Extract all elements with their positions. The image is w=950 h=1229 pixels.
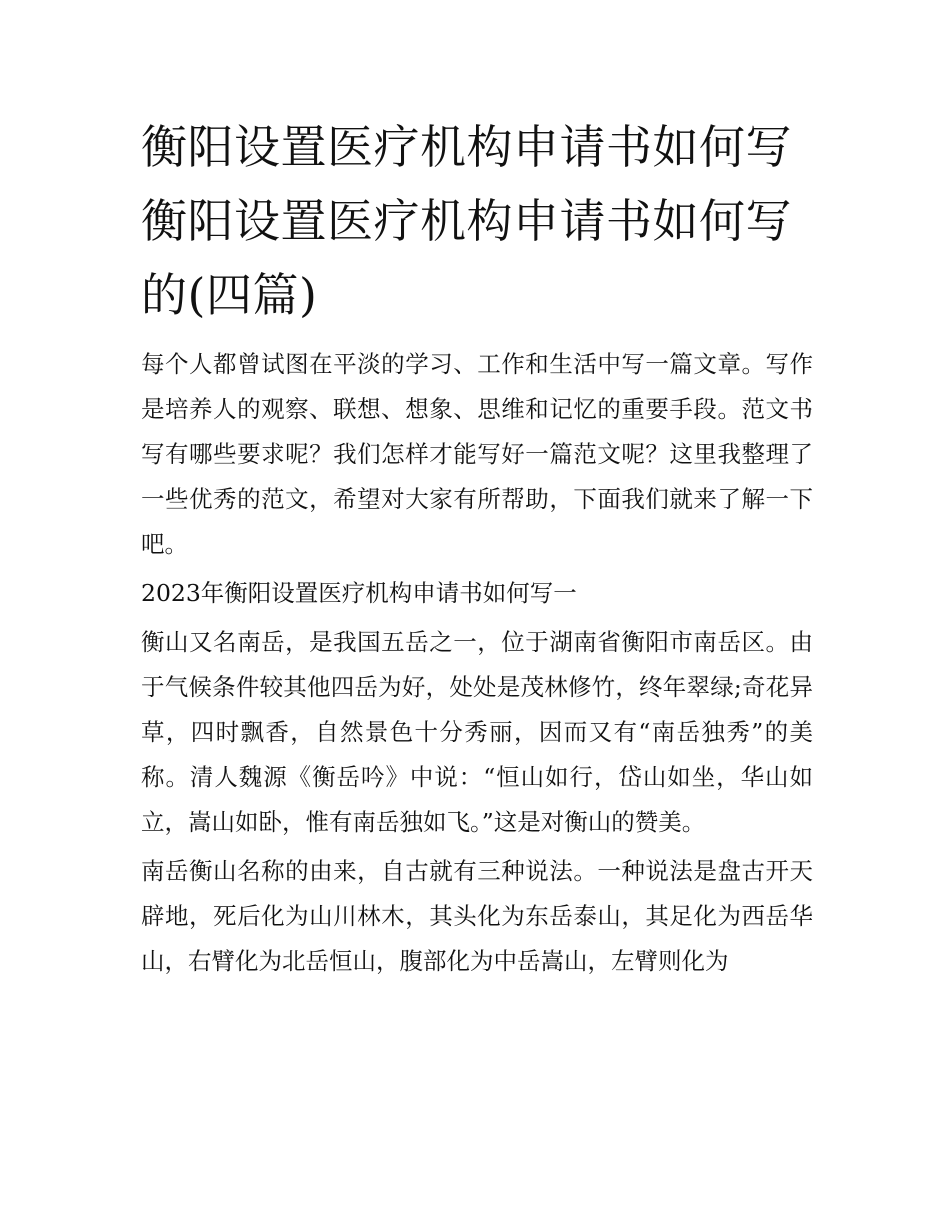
body-paragraph-1: 衡山又名南岳，是我国五岳之一，位于湖南省衡阳市南岳区。由于气候条件较其他四岳为好，处处是茂林修竹，终年翠绿;奇花异草，四时飘香，自然景色十分秀丽，因而又有“南岳独秀”的美称。清人魏源《衡岳吟》中说：“恒山如行，岱山如坐，华山如立，嵩山如卧，惟有南岳独如飞。”这是对衡山的赞美。 xyxy=(141,628,813,836)
document-title: 衡阳设置医疗机构申请书如何写 衡阳设置医疗机构申请书如何写的(四篇) xyxy=(141,120,792,322)
body-paragraph-2: 南岳衡山名称的由来，自古就有三种说法。一种说法是盘古开天辟地，死后化为山川林木，其头化为东岳泰山，其足化为西岳华山，右臂化为北岳恒山，腹部化为中岳嵩山，左臂则化为 xyxy=(141,857,813,975)
intro-paragraph: 每个人都曾试图在平淡的学习、工作和生活中写一篇文章。写作是培养人的观察、联想、想象、思维和记忆的重要手段。范文书写有哪些要求呢？我们怎样才能写好一篇范文呢？这里我整理了一些优秀的范文，希望对大家有所帮助，下面我们就来了解一下吧。 xyxy=(141,350,813,558)
section-heading: 2023年衡阳设置医疗机构申请书如何写一 xyxy=(141,579,577,607)
document-page xyxy=(141,110,813,988)
